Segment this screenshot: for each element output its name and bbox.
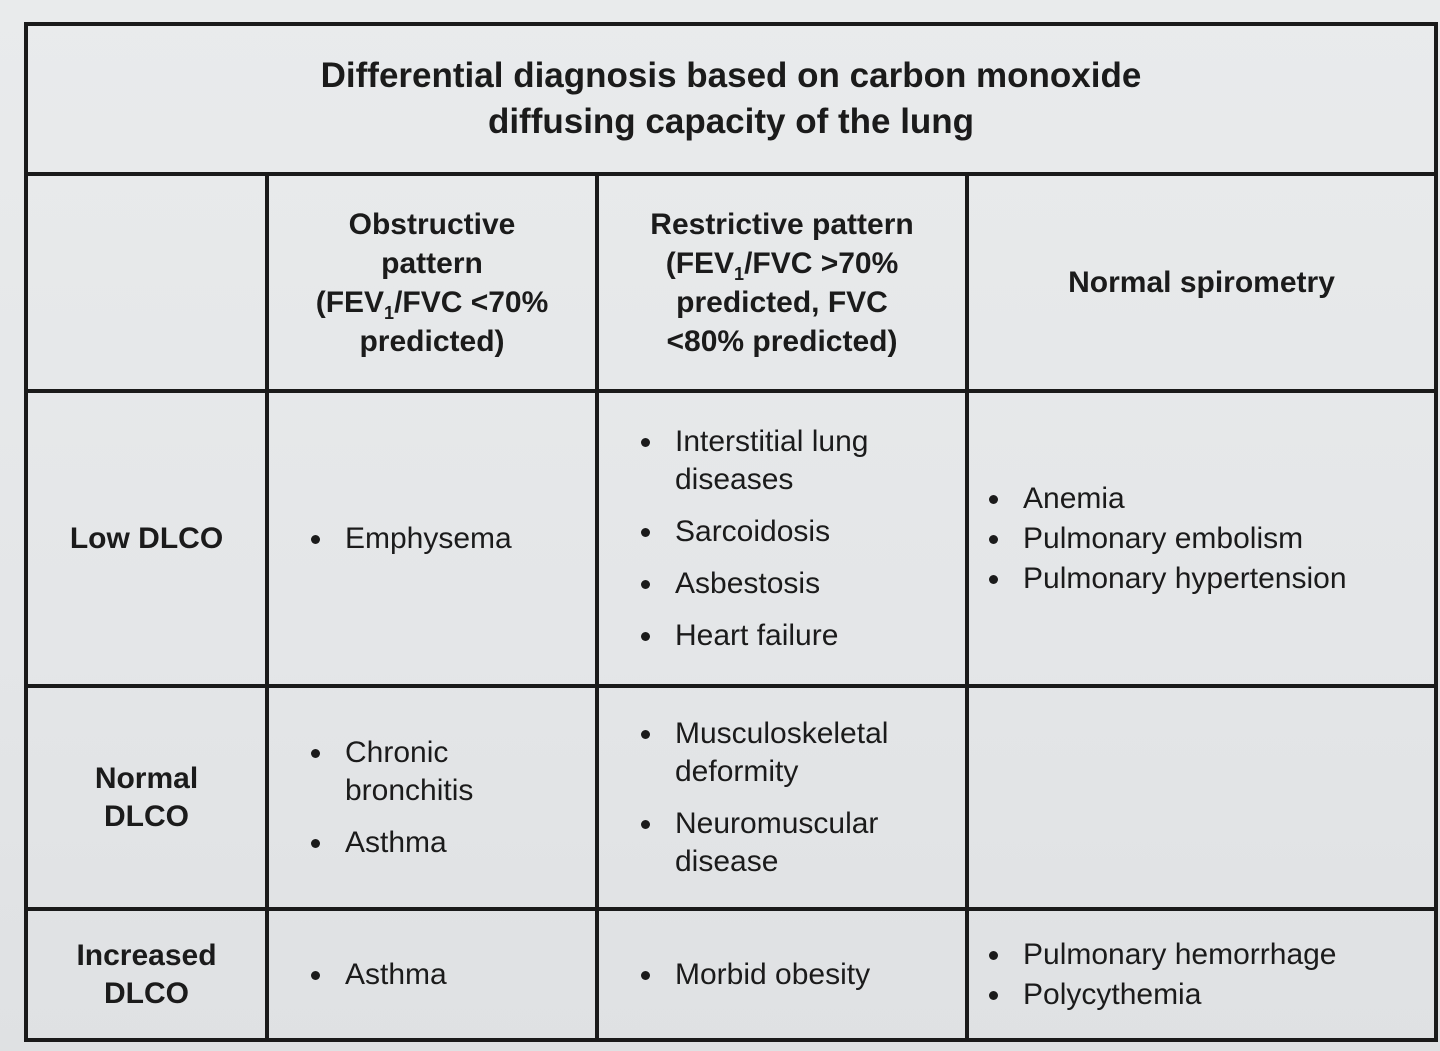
- list-increased-restrictive: [599, 956, 965, 994]
- obstructive-header-line-3: [269, 283, 595, 322]
- list-normal-obstructive: [269, 734, 595, 862]
- restrictive-fev-text: (FEV: [665, 246, 735, 280]
- cell-increased-restrictive: [597, 909, 967, 1040]
- list-item: Chronic bronchitis: [311, 734, 535, 810]
- normal-spirometry-header-label: Normal spirometry: [1068, 266, 1335, 300]
- list-item: Pulmonary hemorrhage: [989, 936, 1434, 974]
- column-header-obstructive: [267, 174, 597, 391]
- list-item: Heart failure: [641, 617, 935, 655]
- restrictive-ratio-text: /FVC >70%: [744, 246, 899, 280]
- normal-dlco-label-line-1: Normal: [94, 761, 199, 795]
- list-item: Morbid obesity: [641, 956, 965, 994]
- row-low-dlco: [26, 391, 1436, 686]
- row-header-low-dlco: [26, 391, 267, 686]
- list-item: Interstitial lung diseases: [641, 423, 935, 499]
- obstructive-fev-subscript: 1: [384, 302, 395, 323]
- list-item: Musculoskeletal deformity: [641, 715, 935, 791]
- obstructive-header-line-2: pattern: [381, 246, 483, 280]
- obstructive-ratio-text: /FVC <70%: [394, 285, 549, 319]
- list-low-restrictive: [599, 423, 965, 655]
- list-item: Polycythemia: [989, 976, 1434, 1014]
- header-row: [26, 174, 1436, 391]
- column-header-restrictive: [597, 174, 967, 391]
- restrictive-header-line-2: [599, 244, 965, 283]
- row-increased-dlco: [26, 909, 1436, 1040]
- list-item: Neuromuscular disease: [641, 805, 935, 881]
- cell-normal-obstructive: [267, 686, 597, 909]
- list-increased-normal: [969, 936, 1434, 1014]
- obstructive-fev-text: (FEV: [315, 285, 385, 319]
- cell-normal-normal: [967, 686, 1436, 909]
- list-item: Sarcoidosis: [641, 513, 935, 551]
- list-item: Emphysema: [311, 520, 595, 558]
- low-dlco-label: Low DLCO: [69, 521, 224, 555]
- list-item: Asthma: [311, 824, 535, 862]
- row-normal-dlco: [26, 686, 1436, 909]
- list-item: Asthma: [311, 956, 595, 994]
- list-item: Anemia: [989, 480, 1434, 518]
- cell-low-restrictive: [597, 391, 967, 686]
- table-title-line-1: Differential diagnosis based on carbon monoxide: [320, 55, 1142, 95]
- restrictive-header-line-3: predicted, FVC: [676, 285, 888, 319]
- restrictive-header-line-1: Restrictive pattern: [650, 207, 914, 241]
- ddx-table: [24, 22, 1438, 1042]
- row-header-increased-dlco: [26, 909, 267, 1040]
- list-increased-obstructive: [269, 956, 595, 994]
- corner-cell: [26, 174, 267, 391]
- increased-dlco-label-line-1: Increased: [76, 938, 217, 972]
- cell-increased-obstructive: [267, 909, 597, 1040]
- table-title: [26, 24, 1436, 174]
- title-row: [26, 24, 1436, 174]
- row-header-normal-dlco: [26, 686, 267, 909]
- cell-increased-normal: [967, 909, 1436, 1040]
- increased-dlco-label-line-2: DLCO: [104, 976, 189, 1010]
- list-item: Asbestosis: [641, 565, 935, 603]
- table-title-line-2: diffusing capacity of the lung: [487, 101, 975, 141]
- list-low-obstructive: [269, 520, 595, 558]
- restrictive-fev-subscript: 1: [734, 263, 745, 284]
- cell-low-normal: [967, 391, 1436, 686]
- restrictive-header-line-4: <80% predicted): [666, 324, 898, 358]
- obstructive-header-line-4: predicted): [359, 324, 505, 358]
- list-low-normal: [969, 480, 1434, 598]
- normal-dlco-label-line-2: DLCO: [104, 799, 189, 833]
- list-item: Pulmonary embolism: [989, 520, 1434, 558]
- list-normal-restrictive: [599, 715, 965, 881]
- column-header-normal-spirometry: [967, 174, 1436, 391]
- cell-normal-restrictive: [597, 686, 967, 909]
- obstructive-header-line-1: Obstructive: [348, 207, 516, 241]
- cell-low-obstructive: [267, 391, 597, 686]
- list-item: Pulmonary hypertension: [989, 560, 1434, 598]
